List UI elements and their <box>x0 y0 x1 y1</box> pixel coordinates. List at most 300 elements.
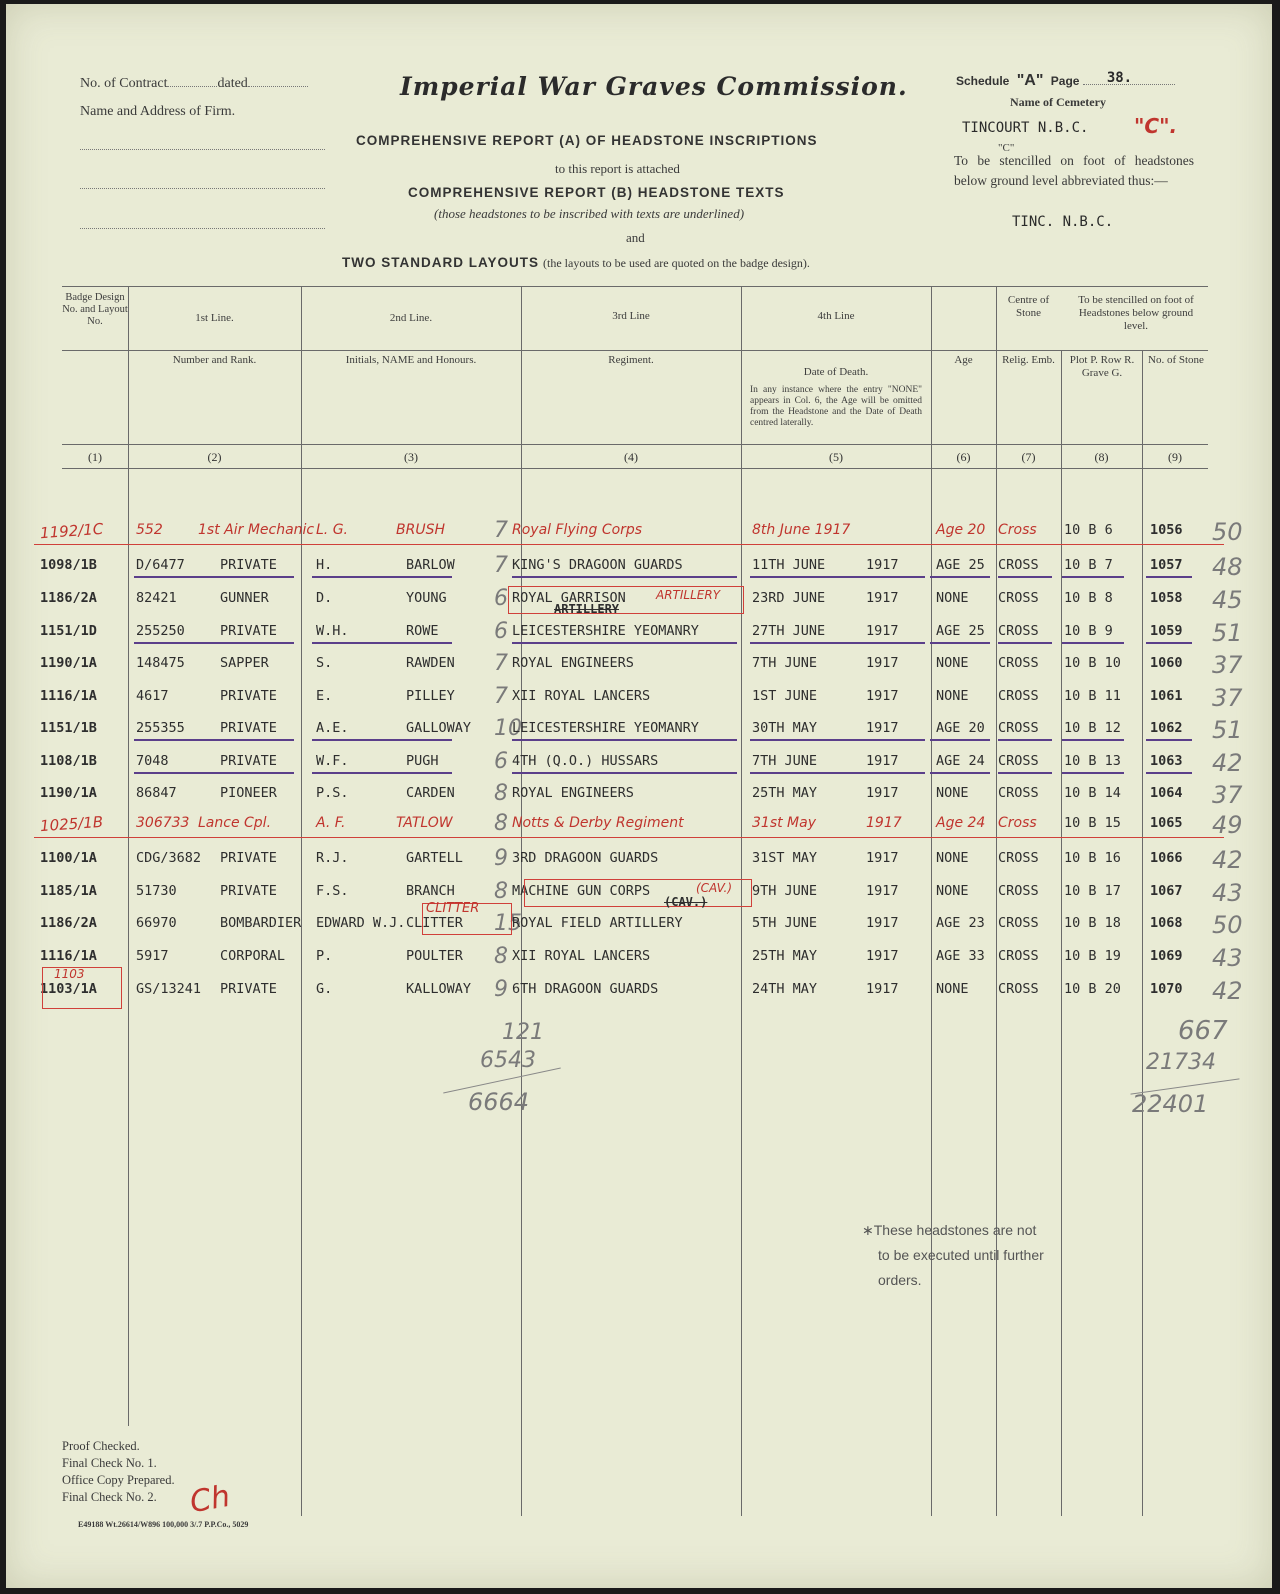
rank: PRIVATE <box>220 688 277 704</box>
col5-subheader: Date of Death. <box>803 366 869 378</box>
text-underline <box>750 576 925 578</box>
page-number: 38. <box>1106 70 1133 86</box>
pencil-count: 51 <box>1212 619 1243 647</box>
plot-row-grave: 10 B 18 <box>1064 915 1121 931</box>
pencil-count: 37 <box>1212 651 1243 679</box>
col9-subheader: No. of Stone <box>1148 354 1204 366</box>
cemetery-plot-mark: "C". <box>1134 114 1178 138</box>
text-underline <box>1146 772 1192 774</box>
age: AGE 20 <box>936 720 985 736</box>
col8-subheader: Plot P. Row R. Grave G. <box>1069 354 1135 379</box>
service-number: 255250 <box>136 623 185 639</box>
word-count: 6 <box>494 619 508 644</box>
service-number: 306733 <box>136 815 190 831</box>
stone-number: 1057 <box>1150 557 1183 573</box>
print-code: E49188 Wt.26614/W896 100,000 3/.7 P.P.Co., 5029 <box>78 1520 249 1529</box>
report-b-heading: COMPREHENSIVE REPORT (B) HEADSTONE TEXTS <box>408 185 785 200</box>
age: NONE <box>936 883 969 899</box>
text-underline <box>134 739 294 741</box>
regiment: ROYAL ENGINEERS <box>512 655 634 671</box>
stone-number: 1058 <box>1150 590 1183 606</box>
stone-number: 1059 <box>1150 623 1183 639</box>
regiment-correction: (CAV.) <box>696 881 732 895</box>
age: NONE <box>936 981 969 997</box>
religious-emblem: CROSS <box>998 753 1039 769</box>
col4-header: 3rd Line <box>612 310 650 322</box>
text-underline <box>1062 772 1124 774</box>
attached-text: to this report is attached <box>555 161 680 176</box>
age: AGE 24 <box>936 753 985 769</box>
rank: Lance Cpl. <box>198 815 272 831</box>
plot-row-grave: 10 B 15 <box>1064 815 1121 831</box>
plot-row-grave: 10 B 6 <box>1064 522 1113 538</box>
badge-number: 1192/1C <box>39 519 104 543</box>
initials: P.S. <box>316 785 349 801</box>
rank: 1st Air Mechanic <box>198 522 315 538</box>
regiment: 4TH (Q.O.) HUSSARS <box>512 753 659 769</box>
record-sheet <box>6 4 1272 1588</box>
pencil-count: 42 <box>1212 846 1243 874</box>
surname: POULTER <box>406 948 463 964</box>
badge-number: 1151/1B <box>40 720 97 736</box>
age: AGE 33 <box>936 948 985 964</box>
page-label: Page <box>1050 74 1080 88</box>
text-underline <box>930 576 990 578</box>
age: NONE <box>936 590 969 606</box>
regiment: ROYAL FIELD ARTILLERY <box>512 915 683 931</box>
col3-header: 2nd Line. <box>389 312 433 324</box>
text-underline <box>750 739 925 741</box>
death-date: 30TH MAY <box>752 720 818 736</box>
col-number: (4) <box>624 450 638 464</box>
stone-number: 1066 <box>1150 850 1183 866</box>
contract-label: No. of Contract dated <box>80 76 308 92</box>
stencil-mark: "C" <box>998 142 1015 154</box>
pencil-count: 51 <box>1212 716 1243 744</box>
badge-number: 1186/2A <box>40 590 97 606</box>
rank: PRIVATE <box>220 981 277 997</box>
note-line: ∗These headstones are not <box>862 1222 1037 1238</box>
col5-header: 4th Line <box>817 310 855 322</box>
service-number: 51730 <box>136 883 177 899</box>
age: NONE <box>936 688 969 704</box>
col5-note: In any instance where the entry "NONE" appears in Col. 6, the Age will be omitted from the Headstone and the Date of Death centred laterally. <box>750 385 922 428</box>
religious-emblem: CROSS <box>998 915 1039 931</box>
text-underline <box>998 739 1052 741</box>
death-year: 1917 <box>866 688 899 704</box>
stone-number: 1069 <box>1150 948 1183 964</box>
word-count: 8 <box>494 811 508 836</box>
surname: ROWE <box>406 623 439 639</box>
address-line <box>80 228 325 229</box>
stone-number: 1070 <box>1150 981 1183 997</box>
death-year: 1917 <box>866 590 899 606</box>
initials: G. <box>316 981 333 997</box>
service-number: 255355 <box>136 720 185 736</box>
death-year: 1917 <box>866 948 899 964</box>
badge-number: 1116/1A <box>40 948 97 964</box>
pencil-count: 37 <box>1212 781 1243 809</box>
religious-emblem: CROSS <box>998 981 1039 997</box>
surname: PILLEY <box>406 688 455 704</box>
initials: W.F. <box>316 753 349 769</box>
death-date: 11TH JUNE <box>752 557 826 573</box>
surname: BRUSH <box>396 522 445 538</box>
regiment: Royal Flying Corps <box>512 522 643 538</box>
badge-number: 1151/1D <box>40 623 97 639</box>
religious-emblem: CROSS <box>998 720 1039 736</box>
rank: PRIVATE <box>220 850 277 866</box>
regiment: MACHINE GUN CORPS <box>512 883 651 899</box>
col-number: (6) <box>956 450 971 464</box>
pencil-count: 42 <box>1212 977 1243 1005</box>
col3-subheader: Initials, NAME and Honours. <box>345 354 477 366</box>
religious-emblem: CROSS <box>998 688 1039 704</box>
word-count: 8 <box>494 879 508 904</box>
check-list <box>62 1438 175 1506</box>
regiment: LEICESTERSHIRE YEOMANRY <box>512 720 699 736</box>
religious-emblem: CROSS <box>998 883 1039 899</box>
rank: PRIVATE <box>220 720 277 736</box>
surname: GALLOWAY <box>406 720 472 736</box>
text-underline <box>998 576 1052 578</box>
col7-header: Centre of Stone <box>1007 294 1050 319</box>
service-number: GS/13241 <box>136 981 202 997</box>
service-number: 552 <box>136 522 163 538</box>
service-number: 7048 <box>136 753 169 769</box>
stone-number: 1067 <box>1150 883 1183 899</box>
religious-emblem: CROSS <box>998 850 1039 866</box>
pencil-sum: 22401 <box>1132 1090 1209 1118</box>
pencil-sum: 21734 <box>1146 1050 1216 1075</box>
col-divider <box>301 286 302 1516</box>
col-divider <box>931 286 932 1516</box>
age: AGE 23 <box>936 915 985 931</box>
religious-emblem: CROSS <box>998 590 1039 606</box>
word-count: 15 <box>494 911 522 936</box>
note-line: to be executed until further <box>878 1247 1044 1263</box>
initials: F.S. <box>316 883 349 899</box>
col-divider <box>1142 350 1143 1516</box>
death-date: 8th June 1917 <box>752 522 851 538</box>
death-date: 9TH JUNE <box>752 883 818 899</box>
text-underline <box>512 642 737 644</box>
regiment: XII ROYAL LANCERS <box>512 688 651 704</box>
service-number: 66970 <box>136 915 177 931</box>
initials: R.J. <box>316 850 349 866</box>
regiment: 3RD DRAGOON GUARDS <box>512 850 659 866</box>
initials: A. F. <box>316 815 346 831</box>
religious-emblem: CROSS <box>998 655 1039 671</box>
col-number: (5) <box>829 450 843 464</box>
initials: EDWARD W.J. <box>316 915 406 931</box>
pencil-count: 48 <box>1212 553 1243 581</box>
surname: KALLOWAY <box>406 981 472 997</box>
rank: PRIVATE <box>220 623 277 639</box>
text-underline <box>1146 576 1192 578</box>
text-underline <box>134 772 294 774</box>
rank: SAPPER <box>220 655 269 671</box>
service-number: 82421 <box>136 590 177 606</box>
initials: E. <box>316 688 333 704</box>
death-year: 1917 <box>866 655 899 671</box>
surname: GARTELL <box>406 850 463 866</box>
word-count: 9 <box>494 846 508 871</box>
address-line <box>80 188 325 189</box>
stone-number: 1056 <box>1150 522 1183 538</box>
age: NONE <box>936 655 969 671</box>
death-date: 7TH JUNE <box>752 655 818 671</box>
death-year: 1917 <box>866 753 899 769</box>
service-number: 4617 <box>136 688 169 704</box>
pencil-count: 49 <box>1212 811 1243 839</box>
word-count: 7 <box>494 553 508 578</box>
badge-number: 1186/2A <box>40 915 97 931</box>
rank: BOMBARDIER <box>220 915 302 931</box>
age: Age 20 <box>936 522 986 538</box>
plot-row-grave: 10 B 17 <box>1064 883 1121 899</box>
text-underline <box>512 576 737 578</box>
death-year: 1917 <box>866 557 899 573</box>
address-line <box>80 149 325 150</box>
plot-row-grave: 10 B 11 <box>1064 688 1121 704</box>
header-rule <box>62 350 1208 351</box>
religious-emblem: CROSS <box>998 623 1039 639</box>
regiment: 6TH DRAGOON GUARDS <box>512 981 659 997</box>
death-date: 25TH MAY <box>752 785 818 801</box>
rank: PRIVATE <box>220 753 277 769</box>
text-underline <box>134 576 294 578</box>
death-date: 23RD JUNE <box>752 590 826 606</box>
death-year: 1917 <box>866 720 899 736</box>
stencil-note: To be stencilled on foot of headstones below ground level abbreviated thus:— <box>954 153 1194 188</box>
note-line: orders. <box>878 1272 922 1288</box>
word-count: 8 <box>494 781 508 806</box>
office-copy: Office Copy Prepared. <box>62 1473 175 1487</box>
pencil-sum: 6543 <box>480 1048 536 1073</box>
age: NONE <box>936 785 969 801</box>
col1-header: Badge Design No. and Layout No. <box>62 292 128 327</box>
surname: CARDEN <box>406 785 455 801</box>
religious-emblem: CROSS <box>998 785 1039 801</box>
layouts-note: (the layouts to be used are quoted on the badge design). <box>543 256 810 270</box>
text-underline <box>1062 642 1124 644</box>
stone-number: 1065 <box>1150 815 1183 831</box>
cemetery-name: TINCOURT N.B.C. <box>962 120 1089 136</box>
service-number: 148475 <box>136 655 185 671</box>
plot-row-grave: 10 B 12 <box>1064 720 1121 736</box>
col4-subheader: Regiment. <box>608 354 654 366</box>
pencil-count: 43 <box>1212 944 1243 972</box>
age: Age 24 <box>936 815 986 831</box>
initials: W.H. <box>316 623 349 639</box>
word-count: 9 <box>494 977 508 1002</box>
regiment: KING'S DRAGOON GUARDS <box>512 557 683 573</box>
badge-number: 1103/1A <box>40 981 97 997</box>
word-count: 7 <box>494 684 508 709</box>
text-underline <box>312 739 452 741</box>
badge-correction: 1103 <box>54 967 85 981</box>
plot-row-grave: 10 B 7 <box>1064 557 1113 573</box>
text-underline <box>1146 739 1192 741</box>
text-underline <box>1062 576 1124 578</box>
report-a-heading: COMPREHENSIVE REPORT (A) OF HEADSTONE INSCRIPTIONS <box>356 133 818 148</box>
regiment: LEICESTERSHIRE YEOMANRY <box>512 623 699 639</box>
word-count: 6 <box>494 749 508 774</box>
initials: A.E. <box>316 720 349 736</box>
text-underline <box>312 642 452 644</box>
stone-number: 1062 <box>1150 720 1183 736</box>
badge-number: 1185/1A <box>40 883 97 899</box>
text-underline <box>134 642 294 644</box>
abbreviation: TINC. N.B.C. <box>1012 214 1114 230</box>
surname: BARLOW <box>406 557 455 573</box>
initials: D. <box>316 590 333 606</box>
plot-row-grave: 10 B 14 <box>1064 785 1121 801</box>
rank: PRIVATE <box>220 883 277 899</box>
badge-number: 1116/1A <box>40 688 97 704</box>
rank: GUNNER <box>220 590 269 606</box>
religious-emblem: Cross <box>998 815 1037 831</box>
death-date: 1ST JUNE <box>752 688 818 704</box>
service-number: CDG/3682 <box>136 850 202 866</box>
name-correction: CLITTER <box>426 901 480 916</box>
badge-number: 1108/1B <box>40 753 97 769</box>
surname: BRANCH <box>406 883 455 899</box>
death-year: 1917 <box>866 850 899 866</box>
final-check-1: Final Check No. 1. <box>62 1456 157 1470</box>
stone-number: 1060 <box>1150 655 1183 671</box>
religious-emblem: CROSS <box>998 948 1039 964</box>
pencil-sum: 667 <box>1178 1016 1228 1046</box>
subheader-rule <box>62 444 1208 445</box>
death-date: 27TH JUNE <box>752 623 826 639</box>
pencil-sum: 6664 <box>468 1088 530 1116</box>
pencil-sum: 121 <box>502 1020 544 1045</box>
badge-number: 1025/1B <box>39 812 104 836</box>
struck-text: (CAV.) <box>664 895 708 909</box>
firm-address-label: Name and Address of Firm. <box>80 104 236 119</box>
regiment: ROYAL GARRISON <box>512 590 626 606</box>
text-underline <box>750 642 925 644</box>
service-number: 5917 <box>136 948 169 964</box>
word-count: 10 <box>494 716 522 741</box>
headstones-note <box>862 1218 1044 1293</box>
regiment: ROYAL ENGINEERS <box>512 785 634 801</box>
red-strike-line <box>34 544 1224 545</box>
death-year: 1917 <box>866 815 902 831</box>
pencil-count: 43 <box>1212 879 1243 907</box>
commission-title: Imperial War Graves Commission. <box>400 72 908 101</box>
text-underline <box>512 739 737 741</box>
plot-row-grave: 10 B 16 <box>1064 850 1121 866</box>
age: AGE 25 <box>936 557 985 573</box>
death-year: 1917 <box>866 981 899 997</box>
plot-row-grave: 10 B 20 <box>1064 981 1121 997</box>
death-date: 7TH JUNE <box>752 753 818 769</box>
rank: CORPORAL <box>220 948 286 964</box>
text-underline <box>1146 642 1192 644</box>
surname: PUGH <box>406 753 439 769</box>
initials: P. <box>316 948 333 964</box>
surname: YOUNG <box>406 590 447 606</box>
surname: CLITTER <box>406 915 463 931</box>
schedule-label: Schedule <box>956 74 1010 88</box>
service-number: D/6477 <box>136 557 185 573</box>
age: NONE <box>936 850 969 866</box>
initials: S. <box>316 655 333 671</box>
rank: PRIVATE <box>220 557 277 573</box>
plot-row-grave: 10 B 8 <box>1064 590 1113 606</box>
pencil-count: 45 <box>1212 586 1243 614</box>
schedule-value: "A" <box>1016 72 1044 89</box>
badge-number: 1100/1A <box>40 850 97 866</box>
col-number: (8) <box>1094 450 1109 464</box>
word-count: 8 <box>494 944 508 969</box>
religious-emblem: CROSS <box>998 557 1039 573</box>
surname: RAWDEN <box>406 655 455 671</box>
pencil-count: 50 <box>1212 911 1243 939</box>
initials: L. G. <box>316 522 348 538</box>
text-underline <box>998 642 1052 644</box>
struck-text: ARTILLERY <box>554 602 620 616</box>
text-underline <box>930 739 990 741</box>
col6-subheader: Age <box>954 354 973 366</box>
badge-number: 1190/1A <box>40 655 97 671</box>
table-top-rule <box>62 286 1208 287</box>
regiment-correction: ARTILLERY <box>656 588 721 602</box>
col7-subheader: Relig. Emb. <box>1002 354 1055 366</box>
col-number: (2) <box>207 450 222 464</box>
proof-checked: Proof Checked. <box>62 1439 140 1453</box>
death-year: 1917 <box>866 623 899 639</box>
plot-row-grave: 10 B 9 <box>1064 623 1113 639</box>
regiment: Notts & Derby Regiment <box>512 815 684 831</box>
checker-initials: Ch <box>187 1478 233 1521</box>
layouts-line <box>342 254 810 272</box>
death-date: 5TH JUNE <box>752 915 818 931</box>
death-date: 25TH MAY <box>752 948 818 964</box>
text-underline <box>930 642 990 644</box>
word-count: 7 <box>494 518 508 543</box>
plot-row-grave: 10 B 10 <box>1064 655 1121 671</box>
stone-number: 1064 <box>1150 785 1183 801</box>
final-check-2: Final Check No. 2. <box>62 1490 157 1504</box>
surname: TATLOW <box>396 815 453 831</box>
death-date: 24TH MAY <box>752 981 818 997</box>
badge-number: 1190/1A <box>40 785 97 801</box>
col8-9-header: To be stencilled on foot of Headstones below ground level. <box>1078 294 1194 332</box>
col-number: (3) <box>404 450 418 464</box>
text-underline <box>312 576 452 578</box>
stone-number: 1063 <box>1150 753 1183 769</box>
cemetery-label: Name of Cemetery <box>1010 95 1106 109</box>
initials: H. <box>316 557 333 573</box>
word-count: 7 <box>494 651 508 676</box>
death-date: 31ST MAY <box>752 850 818 866</box>
plot-row-grave: 10 B 19 <box>1064 948 1121 964</box>
col-number: (9) <box>1168 450 1182 464</box>
text-underline <box>930 772 990 774</box>
plot-row-grave: 10 B 13 <box>1064 753 1121 769</box>
col-number: (1) <box>88 450 102 464</box>
text-underline <box>998 772 1052 774</box>
rank: PIONEER <box>220 785 277 801</box>
regiment: XII ROYAL LANCERS <box>512 948 651 964</box>
death-date: 31st May <box>752 815 816 831</box>
service-number: 86847 <box>136 785 177 801</box>
col-divider <box>1061 350 1062 1516</box>
